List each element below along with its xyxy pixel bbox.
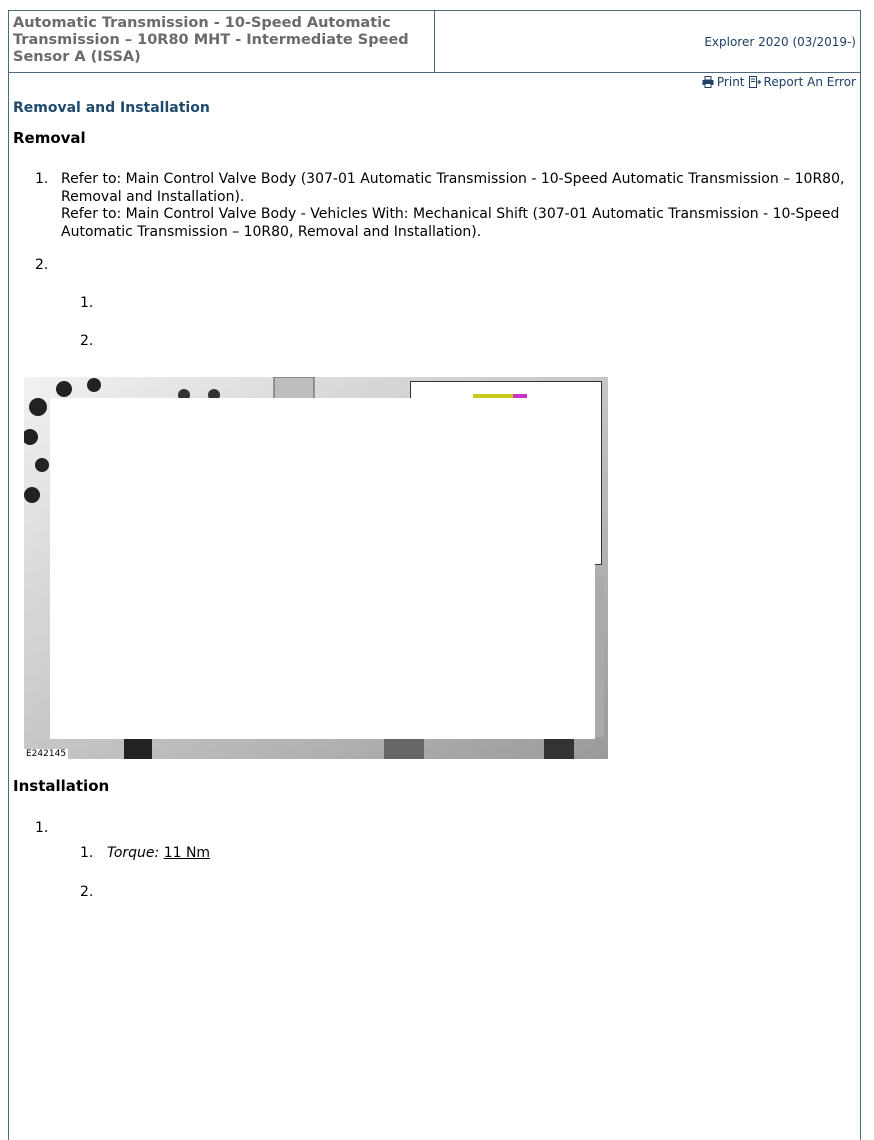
removal-heading: Removal bbox=[13, 129, 86, 147]
removal-substep-number: 2. bbox=[80, 333, 94, 349]
torque-label: Torque: bbox=[107, 845, 160, 861]
report-icon bbox=[749, 76, 761, 88]
figure-blank-area bbox=[50, 398, 595, 739]
document-title: Automatic Transmission - 10-Speed Automatic Transmission – 10R80 MHT - Intermediate Speed Sensor A (ISSA) bbox=[9, 11, 435, 72]
removal-substep-number: 1. bbox=[80, 295, 94, 311]
figure-id: E242145 bbox=[26, 749, 67, 759]
torque-value[interactable]: 11 Nm bbox=[163, 845, 211, 861]
reference-link-1[interactable]: Refer to: Main Control Valve Body (307-01 Automatic Transmission - 10-Speed Automatic Transmission – 10R80, Removal and Installation). bbox=[61, 171, 845, 205]
printer-icon bbox=[702, 76, 714, 88]
report-error-label: Report An Error bbox=[763, 75, 856, 89]
reference-link-2[interactable]: Refer to: Main Control Valve Body - Vehicles With: Mechanical Shift (307-01 Automatic Transmission - 10-Speed Automatic Transmission – 10R80, Removal and Installation). bbox=[61, 206, 840, 240]
print-label: Print bbox=[716, 75, 745, 89]
installation-substep-number: 2. bbox=[80, 884, 94, 900]
torque-spec bbox=[107, 845, 210, 863]
installation-substep-number: 1. bbox=[80, 845, 94, 861]
installation-heading: Installation bbox=[13, 777, 110, 795]
removal-step-number: 1. bbox=[35, 171, 49, 187]
vehicle-model: Explorer 2020 (03/2019-) bbox=[704, 34, 856, 49]
document-header bbox=[9, 11, 860, 73]
removal-step-number: 2. bbox=[35, 257, 49, 273]
section-heading: Removal and Installation bbox=[13, 100, 210, 116]
print-button[interactable] bbox=[702, 75, 745, 89]
removal-illustration bbox=[24, 377, 608, 759]
document-page bbox=[8, 10, 861, 1140]
report-error-button[interactable] bbox=[749, 75, 856, 89]
installation-step-number: 1. bbox=[35, 820, 49, 836]
toolbar bbox=[702, 75, 856, 89]
removal-step-1 bbox=[61, 171, 851, 241]
